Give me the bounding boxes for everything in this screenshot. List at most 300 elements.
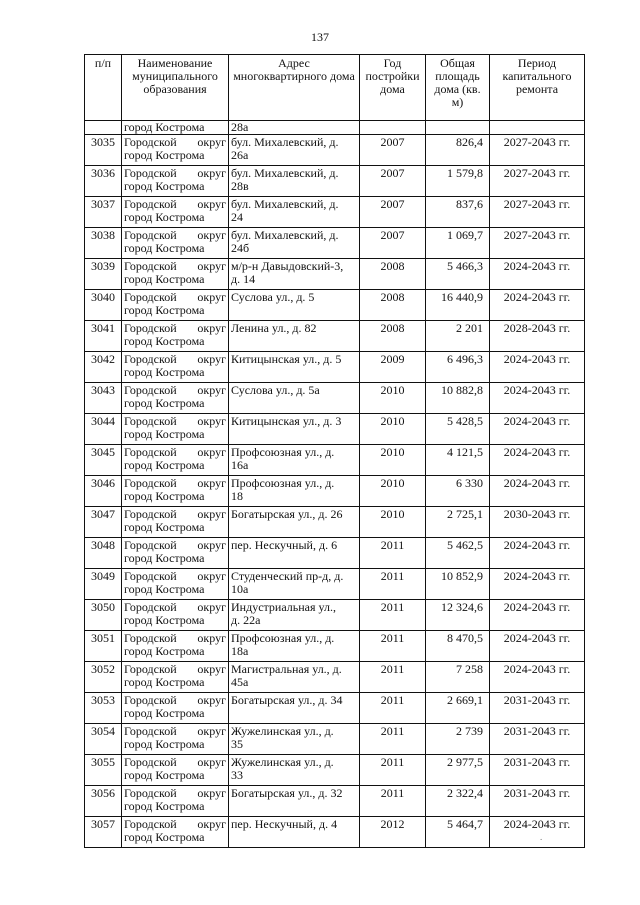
municipality-line-2: город Кострома (124, 396, 205, 410)
cell-build-year: 2007 (360, 166, 426, 197)
cell-municipality (122, 290, 229, 321)
municipality-word-1: Городской (124, 786, 177, 800)
cell-total-area: 1 069,7 (426, 228, 490, 259)
municipality-word-1: Городской (124, 569, 177, 583)
cell-total-area: 826,4 (426, 135, 490, 166)
address-line-1: Богатырская ул., д. 32 (231, 786, 343, 800)
municipality-line-2: город Кострома (124, 334, 205, 348)
table-row (85, 724, 585, 755)
address-line-1: Магистральная ул., д. (231, 662, 342, 676)
cell-index: 3053 (85, 693, 122, 724)
table-row (85, 290, 585, 321)
municipality-line-2: город Кострома (124, 148, 205, 162)
address-line-1: Суслова ул., д. 5 (231, 290, 315, 304)
address-line-1: Профсоюзная ул., д. (231, 631, 335, 645)
address-line-1: Профсоюзная ул., д. (231, 445, 335, 459)
cell-municipality (122, 724, 229, 755)
municipality-word-1: Городской (124, 414, 177, 428)
municipality-word-2: округ (197, 693, 226, 707)
cell-index: 3056 (85, 786, 122, 817)
cell-municipality (122, 352, 229, 383)
cell-municipality (122, 414, 229, 445)
cell-repair-period: 2031-2043 гг. (490, 786, 585, 817)
cell-total-area: 16 440,9 (426, 290, 490, 321)
cell-build-year: 2008 (360, 290, 426, 321)
municipality-word-1: Городской (124, 724, 177, 738)
municipality-line-2: город Кострома (124, 675, 205, 689)
table-row (85, 414, 585, 445)
municipality-word-1: Городской (124, 662, 177, 676)
municipality-text (124, 725, 226, 751)
cell-index: 3040 (85, 290, 122, 321)
cell-address (229, 197, 360, 228)
address-line-1: м/р-н Давыдовский-3, (231, 259, 344, 273)
municipality-word-2: округ (197, 817, 226, 831)
table-row (85, 259, 585, 290)
cell-address (229, 662, 360, 693)
table-header-row (85, 55, 585, 121)
table-body (85, 121, 585, 848)
cell-total-area: 5 462,5 (426, 538, 490, 569)
address-line-1: бул. Михалевский, д. (231, 228, 339, 242)
municipality-text (124, 694, 226, 720)
table-row (85, 662, 585, 693)
municipality-word-1: Городской (124, 383, 177, 397)
cell-address (229, 507, 360, 538)
cell-total-area: 5 464,7 (426, 817, 490, 848)
cell-build-year: 2011 (360, 662, 426, 693)
cell-address (229, 817, 360, 848)
table-row (85, 321, 585, 352)
cell-total-area: 7 258 (426, 662, 490, 693)
municipality-text (124, 384, 226, 410)
cell-repair-period: 2024-2043 гг. (490, 290, 585, 321)
cell-address (229, 290, 360, 321)
municipality-text (124, 818, 226, 844)
municipality-line-2: город Кострома (124, 427, 205, 441)
address-line-2: 28в (231, 179, 249, 193)
cell-total-area: 837,6 (426, 197, 490, 228)
cell-address (229, 600, 360, 631)
cell-build-year: 2011 (360, 538, 426, 569)
cell-index: 3048 (85, 538, 122, 569)
address-line-1: Жужелинская ул., д. (231, 755, 334, 769)
header-repair-period: Период капитального ремонта (490, 55, 585, 121)
municipality-line-2: город Кострома (124, 241, 205, 255)
cell-index: 3045 (85, 445, 122, 476)
cell-build-year: 2010 (360, 507, 426, 538)
cell-build-year: 2011 (360, 600, 426, 631)
cell-municipality (122, 259, 229, 290)
cell-address (229, 352, 360, 383)
address-line-2: 24 (231, 210, 243, 224)
header-total-area: Общая площадь дома (кв. м) (426, 55, 490, 121)
continuation-row (85, 121, 585, 135)
cell-address (229, 476, 360, 507)
cell-index: 3037 (85, 197, 122, 228)
table-row (85, 507, 585, 538)
municipality-word-1: Городской (124, 352, 177, 366)
cell-index: 3051 (85, 631, 122, 662)
municipality-word-2: округ (197, 383, 226, 397)
municipality-text (124, 756, 226, 782)
table-row (85, 166, 585, 197)
municipality-word-2: округ (197, 321, 226, 335)
cell-build-year: 2011 (360, 786, 426, 817)
municipality-text (124, 539, 226, 565)
address-line-1: Китицынская ул., д. 3 (231, 414, 342, 428)
table-row (85, 693, 585, 724)
municipality-line-2: город Кострома (124, 551, 205, 565)
header-build-year: Год постройки дома (360, 55, 426, 121)
cell-address (229, 538, 360, 569)
cell-repair-period: 2028-2043 гг. (490, 321, 585, 352)
cell-repair-period: 2027-2043 гг. (490, 197, 585, 228)
municipality-text (124, 353, 226, 379)
address-line-2: 18а (231, 644, 249, 658)
cell-index: 3039 (85, 259, 122, 290)
table-row (85, 786, 585, 817)
cell-repair-period: 2024-2043 гг. (490, 662, 585, 693)
municipality-line-2: город Кострома (124, 582, 205, 596)
cell-total-area: 2 977,5 (426, 755, 490, 786)
address-line-1: Богатырская ул., д. 26 (231, 507, 343, 521)
cell-municipality (122, 321, 229, 352)
cell-build-year: 2011 (360, 569, 426, 600)
municipality-word-1: Городской (124, 693, 177, 707)
cell-address: 28а (229, 121, 360, 135)
cell-repair-period: 2024-2043 гг. (490, 631, 585, 662)
cell-index: 3044 (85, 414, 122, 445)
cell-address (229, 166, 360, 197)
cell-repair-period: 2031-2043 гг. (490, 755, 585, 786)
cell-index: 3047 (85, 507, 122, 538)
cell-index (85, 121, 122, 135)
cell-build-year: 2007 (360, 228, 426, 259)
municipality-line-2: город Кострома (124, 272, 205, 286)
cell-address (229, 724, 360, 755)
table-row (85, 476, 585, 507)
municipality-text (124, 663, 226, 689)
address-line-2: 35 (231, 737, 243, 751)
cell-repair-period: 2024-2043 гг. (490, 817, 585, 848)
municipality-word-2: округ (197, 724, 226, 738)
cell-municipality (122, 383, 229, 414)
municipality-word-1: Городской (124, 135, 177, 149)
municipality-line-2: город Кострома (124, 613, 205, 627)
cell-index: 3050 (85, 600, 122, 631)
address-line-2: 18 (231, 489, 243, 503)
cell-repair-period: 2030-2043 гг. (490, 507, 585, 538)
cell-municipality (122, 631, 229, 662)
cell-build-year: 2011 (360, 755, 426, 786)
cell-municipality (122, 600, 229, 631)
municipality-word-2: округ (197, 228, 226, 242)
cell-total-area: 8 470,5 (426, 631, 490, 662)
municipality-word-2: округ (197, 569, 226, 583)
cell-municipality (122, 569, 229, 600)
municipality-text (124, 198, 226, 224)
municipality-line-2: город Кострома (124, 179, 205, 193)
cell-index: 3043 (85, 383, 122, 414)
table-row (85, 383, 585, 414)
municipality-word-2: округ (197, 538, 226, 552)
cell-address (229, 445, 360, 476)
cell-build-year: 2009 (360, 352, 426, 383)
cell-repair-period: 2024-2043 гг. (490, 383, 585, 414)
table-row (85, 538, 585, 569)
municipality-line-2: город Кострома (124, 768, 205, 782)
municipality-text (124, 787, 226, 813)
housing-registry-table (84, 54, 585, 848)
address-line-2: д. 14 (231, 272, 256, 286)
municipality-word-1: Городской (124, 600, 177, 614)
cell-index: 3042 (85, 352, 122, 383)
table-row (85, 135, 585, 166)
cell-address (229, 228, 360, 259)
cell-total-area: 5 428,5 (426, 414, 490, 445)
cell-repair-period (490, 121, 585, 135)
municipality-word-2: округ (197, 259, 226, 273)
municipality-text (124, 260, 226, 286)
address-line-2: 26а (231, 148, 249, 162)
cell-build-year: 2011 (360, 693, 426, 724)
cell-municipality (122, 786, 229, 817)
municipality-word-2: округ (197, 135, 226, 149)
municipality-line-2: город Кострома (124, 644, 205, 658)
cell-index: 3038 (85, 228, 122, 259)
table-row (85, 197, 585, 228)
cell-address (229, 135, 360, 166)
municipality-word-1: Городской (124, 631, 177, 645)
cell-build-year: 2012 (360, 817, 426, 848)
cell-repair-period: 2024-2043 гг. (490, 259, 585, 290)
cell-address (229, 755, 360, 786)
address-line-1: Китицынская ул., д. 5 (231, 352, 342, 366)
cell-repair-period: 2024-2043 гг. (490, 414, 585, 445)
municipality-line-2: город Кострома (124, 706, 205, 720)
municipality-text (124, 291, 226, 317)
municipality-word-1: Городской (124, 507, 177, 521)
table-row (85, 445, 585, 476)
municipality-word-2: округ (197, 166, 226, 180)
cell-total-area: 12 324,6 (426, 600, 490, 631)
municipality-word-1: Городской (124, 476, 177, 490)
table-row (85, 352, 585, 383)
cell-municipality (122, 166, 229, 197)
municipality-word-1: Городской (124, 259, 177, 273)
cell-repair-period: 2024-2043 гг. (490, 538, 585, 569)
address-line-2: 45а (231, 675, 249, 689)
address-line-1: Ленина ул., д. 82 (231, 321, 317, 335)
table-row (85, 631, 585, 662)
cell-index: 3046 (85, 476, 122, 507)
address-line-2: 16а (231, 458, 249, 472)
cell-address (229, 693, 360, 724)
cell-index: 3055 (85, 755, 122, 786)
header-index: п/п (85, 55, 122, 121)
cell-municipality (122, 662, 229, 693)
cell-total-area: 2 669,1 (426, 693, 490, 724)
cell-municipality (122, 817, 229, 848)
municipality-line-2: город Кострома (124, 737, 205, 751)
cell-index: 3041 (85, 321, 122, 352)
table-row (85, 569, 585, 600)
cell-municipality (122, 135, 229, 166)
cell-municipality (122, 507, 229, 538)
municipality-word-1: Городской (124, 755, 177, 769)
cell-build-year: 2011 (360, 724, 426, 755)
municipality-word-1: Городской (124, 321, 177, 335)
cell-address (229, 569, 360, 600)
cell-repair-period: 2024-2043 гг. (490, 445, 585, 476)
cell-build-year: 2007 (360, 197, 426, 228)
municipality-text (124, 415, 226, 441)
municipality-word-1: Городской (124, 197, 177, 211)
municipality-text (124, 167, 226, 193)
cell-repair-period: 2031-2043 гг. (490, 693, 585, 724)
cell-municipality (122, 693, 229, 724)
cell-total-area: 6 496,3 (426, 352, 490, 383)
cell-total-area: 10 852,9 (426, 569, 490, 600)
table-row (85, 600, 585, 631)
table-row (85, 755, 585, 786)
cell-total-area: 10 882,8 (426, 383, 490, 414)
address-line-1: Суслова ул., д. 5а (231, 383, 320, 397)
cell-build-year: 2007 (360, 135, 426, 166)
address-line-1: Студенческий пр-д, д. (231, 569, 344, 583)
address-line-1: пер. Нескучный, д. 4 (231, 817, 338, 831)
municipality-word-1: Городской (124, 228, 177, 242)
table-row (85, 817, 585, 848)
cell-repair-period: 2024-2043 гг. (490, 352, 585, 383)
municipality-text (124, 570, 226, 596)
address-line-2: 24б (231, 241, 250, 255)
cell-build-year (360, 121, 426, 135)
cell-repair-period: 2024-2043 гг. (490, 569, 585, 600)
cell-municipality (122, 445, 229, 476)
municipality-line-2: город Кострома (124, 520, 205, 534)
address-line-1: Индустриальная ул., (231, 600, 336, 614)
municipality-word-2: округ (197, 755, 226, 769)
cell-total-area: 4 121,5 (426, 445, 490, 476)
cell-address (229, 321, 360, 352)
cell-repair-period: 2024-2043 гг. (490, 600, 585, 631)
cell-index: 3036 (85, 166, 122, 197)
address-line-1: бул. Михалевский, д. (231, 197, 339, 211)
cell-total-area (426, 121, 490, 135)
cell-municipality (122, 755, 229, 786)
municipality-text (124, 632, 226, 658)
cell-municipality: город Кострома (122, 121, 229, 135)
municipality-word-1: Городской (124, 166, 177, 180)
municipality-word-2: округ (197, 414, 226, 428)
cell-build-year: 2010 (360, 476, 426, 507)
address-line-2: 33 (231, 768, 243, 782)
cell-repair-period: 2027-2043 гг. (490, 166, 585, 197)
header-address: Адрес многоквартирного дома (229, 55, 360, 121)
address-line-1: Профсоюзная ул., д. (231, 476, 335, 490)
cell-index: 3035 (85, 135, 122, 166)
municipality-text (124, 229, 226, 255)
municipality-line-2: город Кострома (124, 458, 205, 472)
cell-total-area: 6 330 (426, 476, 490, 507)
cell-total-area: 2 725,1 (426, 507, 490, 538)
cell-address (229, 786, 360, 817)
cell-total-area: 2 322,4 (426, 786, 490, 817)
cell-repair-period: 2027-2043 гг. (490, 135, 585, 166)
cell-build-year: 2010 (360, 383, 426, 414)
address-line-1: бул. Михалевский, д. (231, 135, 339, 149)
cell-total-area: 2 739 (426, 724, 490, 755)
municipality-word-2: округ (197, 445, 226, 459)
municipality-word-2: округ (197, 290, 226, 304)
cell-address (229, 414, 360, 445)
municipality-line-2: город Кострома (124, 799, 205, 813)
cell-municipality (122, 197, 229, 228)
address-line-1: Богатырская ул., д. 34 (231, 693, 343, 707)
municipality-word-2: округ (197, 631, 226, 645)
municipality-text (124, 477, 226, 503)
municipality-line-2: город Кострома (124, 830, 205, 844)
cell-repair-period: 2024-2043 гг. (490, 476, 585, 507)
municipality-word-1: Городской (124, 538, 177, 552)
cell-address (229, 383, 360, 414)
table-row (85, 228, 585, 259)
municipality-word-2: округ (197, 662, 226, 676)
cell-build-year: 2008 (360, 259, 426, 290)
municipality-word-1: Городской (124, 445, 177, 459)
cell-address (229, 259, 360, 290)
cell-index: 3054 (85, 724, 122, 755)
cell-total-area: 5 466,3 (426, 259, 490, 290)
municipality-text (124, 601, 226, 627)
cell-index: 3057 (85, 817, 122, 848)
address-line-1: Жужелинская ул., д. (231, 724, 334, 738)
municipality-text (124, 136, 226, 162)
cell-municipality (122, 538, 229, 569)
address-line-1: пер. Нескучный, д. 6 (231, 538, 338, 552)
footer-mark: . (540, 832, 543, 842)
cell-municipality (122, 476, 229, 507)
municipality-text (124, 508, 226, 534)
page-number: 137 (311, 30, 329, 44)
municipality-word-2: округ (197, 786, 226, 800)
municipality-line-2: город Кострома (124, 210, 205, 224)
municipality-text (124, 322, 226, 348)
header-municipality: Наименование муниципального образования (122, 55, 229, 121)
municipality-line-2: город Кострома (124, 365, 205, 379)
cell-total-area: 1 579,8 (426, 166, 490, 197)
municipality-line-2: город Кострома (124, 303, 205, 317)
cell-build-year: 2010 (360, 445, 426, 476)
cell-index: 3049 (85, 569, 122, 600)
municipality-text (124, 446, 226, 472)
municipality-word-2: округ (197, 352, 226, 366)
cell-repair-period: 2027-2043 гг. (490, 228, 585, 259)
cell-total-area: 2 201 (426, 321, 490, 352)
cell-build-year: 2010 (360, 414, 426, 445)
municipality-word-2: округ (197, 600, 226, 614)
municipality-word-2: округ (197, 507, 226, 521)
cell-municipality (122, 228, 229, 259)
address-line-2: 10а (231, 582, 249, 596)
address-line-2: д. 22а (231, 613, 261, 627)
municipality-word-1: Городской (124, 290, 177, 304)
municipality-word-1: Городской (124, 817, 177, 831)
municipality-word-2: округ (197, 197, 226, 211)
cell-index: 3052 (85, 662, 122, 693)
